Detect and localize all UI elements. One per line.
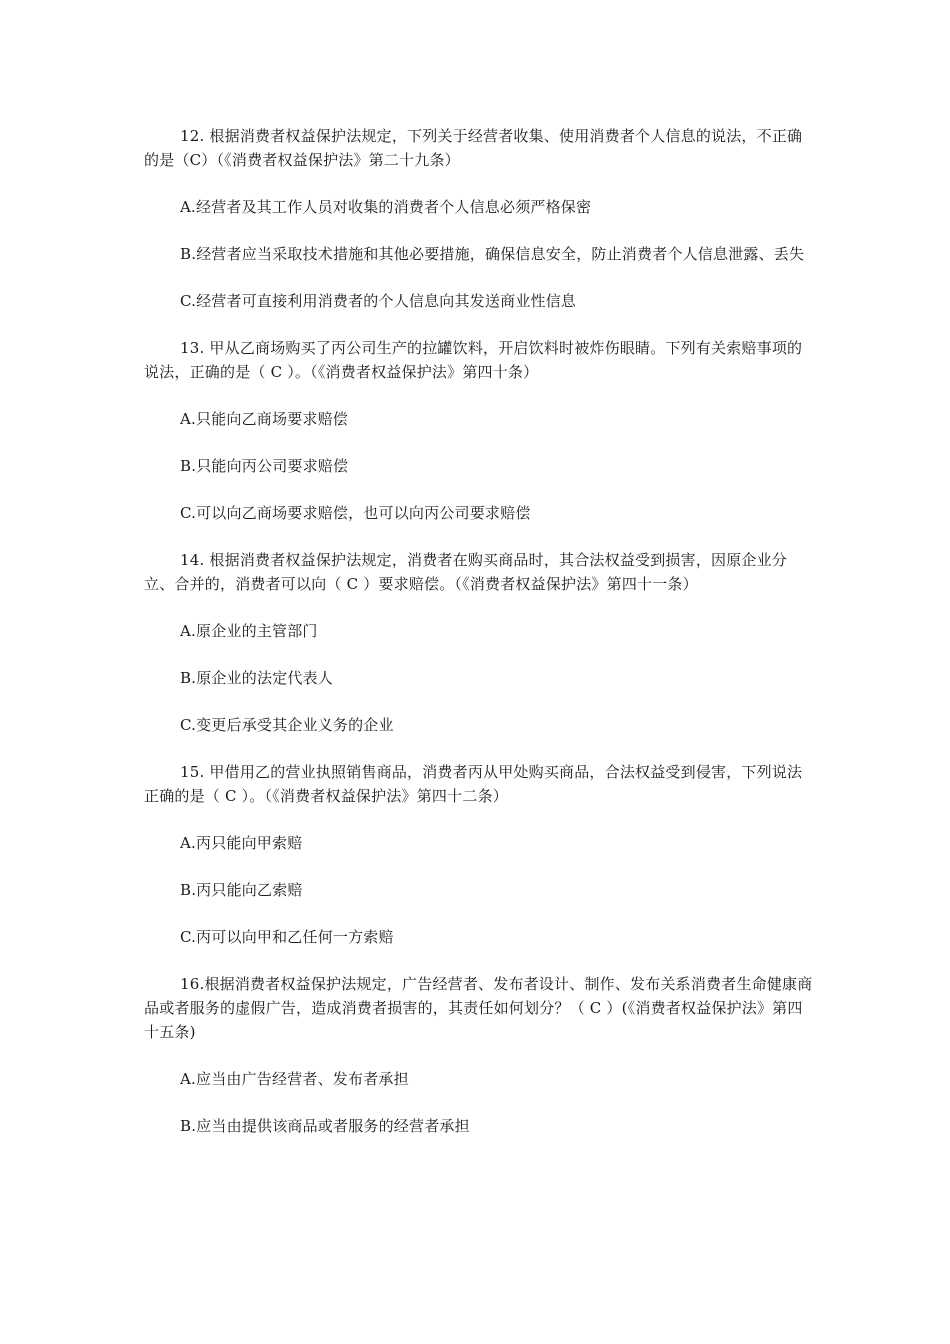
question-15-option-b: B.丙只能向乙索赔 (180, 881, 303, 899)
question-15-option-a: A.丙只能向甲索赔 (180, 834, 303, 852)
question-15-option-c: C.丙可以向甲和乙任何一方索赔 (180, 928, 394, 946)
question-14-option-c: C.变更后承受其企业义务的企业 (180, 716, 394, 734)
question-13-option-a: A.只能向乙商场要求赔偿 (180, 410, 349, 428)
question-16-option-b: B.应当由提供该商品或者服务的经营者承担 (180, 1117, 470, 1135)
document-page (144, 124, 816, 1161)
question-14-option-b: B.原企业的法定代表人 (180, 669, 333, 687)
question-12-stem: 12. 根据消费者权益保护法规定，下列关于经营者收集、使用消费者个人信息的说法，不正确的是（C）（《消费者权益保护法》第二十九条） (144, 127, 803, 169)
question-13-stem: 13. 甲从乙商场购买了丙公司生产的拉罐饮料，开启饮料时被炸伤眼睛。下列有关索赔事项的说法，正确的是（ C ）。（《消费者权益保护法》第四十条） (144, 339, 803, 381)
question-14-stem: 14. 根据消费者权益保护法规定，消费者在购买商品时，其合法权益受到损害，因原企业分立、合并的，消费者可以向（ C ）要求赔偿。（《消费者权益保护法》第四十一条） (144, 551, 788, 593)
question-13-option-c: C.可以向乙商场要求赔偿，也可以向丙公司要求赔偿 (180, 504, 531, 522)
question-12-option-a: A.经营者及其工作人员对收集的消费者个人信息必须严格保密 (180, 198, 592, 216)
question-14-option-a: A.原企业的主管部门 (180, 622, 318, 640)
question-13-option-b: B.只能向丙公司要求赔偿 (180, 457, 349, 475)
question-12-option-b: B.经营者应当采取技术措施和其他必要措施，确保信息安全，防止消费者个人信息泄露、丢失 (180, 245, 805, 263)
question-15-stem: 15. 甲借用乙的营业执照销售商品，消费者丙从甲处购买商品，合法权益受到侵害，下列说法正确的是（ C ）。（《消费者权益保护法》第四十二条） (144, 763, 803, 805)
question-16-option-a: A.应当由广告经营者、发布者承担 (180, 1070, 409, 1088)
question-12-option-c: C.经营者可直接利用消费者的个人信息向其发送商业性信息 (180, 292, 577, 310)
question-16-stem: 16.根据消费者权益保护法规定，广告经营者、发布者设计、制作、发布关系消费者生命健康商品或者服务的虚假广告，造成消费者损害的，其责任如何划分？（ C ）(《消费者权益保护法》第四十五条) (144, 975, 813, 1041)
